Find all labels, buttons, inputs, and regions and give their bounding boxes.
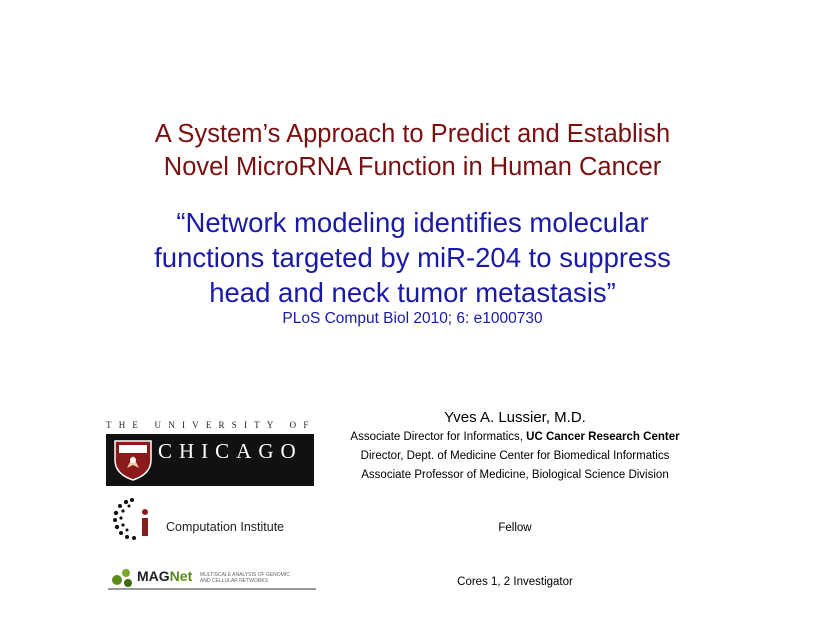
magnet-dots-icon [108, 566, 136, 590]
magnet-mag: MAG [137, 568, 170, 584]
fellow-label: Fellow [498, 522, 532, 534]
role-1-prefix: Associate Director for Informatics, [350, 431, 527, 443]
author-role-2: Director, Dept. of Medicine Center for Biomedical Informatics [360, 450, 670, 462]
cores-label: Cores 1, 2 Investigator [457, 576, 573, 588]
author-name: Yves A. Lussier, M.D. [444, 409, 586, 426]
uchicago-wordmark: CHICAGO [158, 439, 303, 463]
citation: PLoS Comput Biol 2010; 6: e1000730 [282, 310, 543, 327]
paper-title-line-3: head and neck tumor metastasis” [209, 277, 616, 308]
slide-title [0, 118, 825, 184]
magnet-net: Net [169, 568, 193, 584]
role-1-org: UC Cancer Research Center [526, 431, 680, 443]
uchicago-top-text: THE UNIVERSITY OF [106, 420, 316, 430]
uchicago-shield-icon [112, 438, 154, 482]
magnet-tagline-line-1: MULTISCALE ANALYSIS OF GENOMIC [200, 572, 290, 578]
author-role-3: Associate Professor of Medicine, Biological Science Division [361, 469, 669, 481]
magnet-wordmark [137, 568, 192, 584]
ci-text: Computation Institute [166, 520, 285, 534]
paper-title-line-2: functions targeted by miR-204 to suppress [154, 242, 671, 273]
magnet-logo [108, 566, 316, 592]
author-role-1 [315, 428, 715, 447]
magnet-rule [108, 588, 316, 590]
magnet-tagline-line-2: AND CELLULAR NETWORKS [200, 578, 269, 584]
author-block [315, 408, 715, 485]
title-line-1: A System’s Approach to Predict and Establish [154, 120, 671, 148]
magnet-tagline [200, 572, 320, 584]
uchicago-bar [106, 434, 314, 486]
ci-dots-icon [112, 496, 162, 540]
uchicago-logo [106, 420, 314, 486]
title-line-2: Novel MicroRNA Function in Human Cancer [163, 153, 662, 181]
paper-title [0, 205, 825, 310]
computation-institute-logo [112, 496, 312, 540]
paper-title-line-1: “Network modeling identifies molecular [176, 207, 649, 238]
